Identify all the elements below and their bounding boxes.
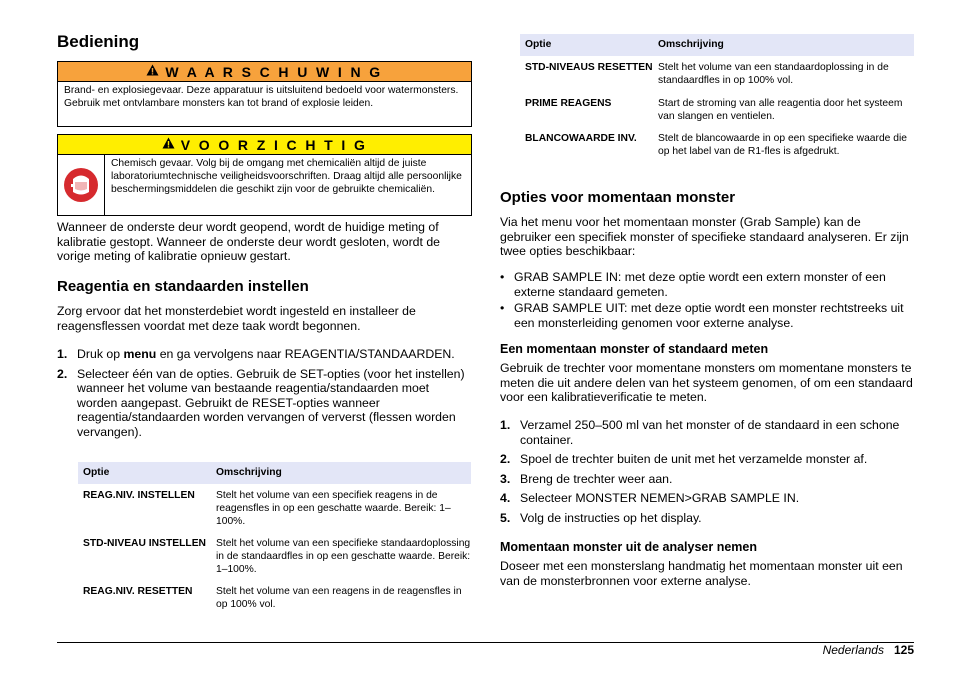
reagent-steps: [57, 347, 472, 445]
caution-text: Chemisch gevaar. Volg bij de omgang met chemicaliën altijd de juiste laboratoriumtechnische veiligheidsvoorschriften. Draag altijd alle persoonlijke beschermingsmiddelen die geschikt zijn voor de gebruikte chemicaliën.: [111, 158, 462, 195]
table-row: STD-NIVEAU INSTELLEN Stelt het volume van een specifieke standaardoplossing in de standaardfles in op een geschatte waarde. Bereik: 1–100%.: [83, 538, 471, 575]
subsection-text-measure: Gebruik de trechter voor momentane monsters om momentane monsters te meten die uit andere delen van het systeem genomen, of om een standaard voor een kalibratieverificatie te meten.: [500, 361, 913, 405]
subsection-title-measure: Een momentaan monster of standaard meten: [500, 342, 769, 356]
table-row: PRIME REAGENS Start de stroming van alle reagentia door het systeem van slangen en ventielen.: [525, 98, 903, 122]
list-item: 2. Selecteer één van de opties. Gebruik de SET-opties (voor het instellen) wanneer het volume van bestaande reagentia/standaarden moet worden aangepast. Gebruikt de RESET-opties wanneer reagentia/standaarden worden vervangen of ververst (flessen worden vervangen).: [57, 366, 465, 439]
options-table-left: [78, 462, 471, 616]
section-text-reagents: Zorg ervoor dat het monsterdebiet wordt ingesteld en installeer de reagensflessen voordat met deze taak wordt begonnen.: [57, 304, 416, 333]
list-item: 5. Volg de instructies op het display.: [500, 510, 702, 525]
warning-triangle-icon: [162, 137, 175, 152]
section-title-reagents: Reagentia en standaarden instellen: [57, 278, 309, 295]
warning-box: [57, 61, 472, 127]
menu-key-label: menu: [123, 347, 157, 361]
table-row: REAG.NIV. INSTELLEN Stelt het volume van een specifiek reagens in de reagensfles in op een geschatte waarde. Bereik: 1–100%.: [83, 490, 451, 527]
table-row: STD-NIVEAUS RESETTEN Stelt het volume van een standaardoplossing in de standaardfles in op 100% vol.: [525, 62, 889, 86]
footer-language: Nederlands: [822, 643, 884, 657]
page-footer: [823, 643, 914, 657]
face-shield-icon: [58, 155, 105, 215]
bullet: •: [500, 270, 505, 284]
grab-options-list: [500, 270, 914, 332]
warning-text: Brand- en explosiegevaar. Deze apparatuur is uitsluitend bedoeld voor watermonsters. Gebruik met ontvlambare monsters kan tot brand of explosie leiden.: [64, 85, 459, 109]
table-row: REAG.NIV. RESETTEN Stelt het volume van een reagens in de reagensfles in op 100% vol.: [83, 586, 462, 610]
list-item: 1. Verzamel 250–500 ml van het monster of de standaard in een schone container.: [500, 418, 900, 447]
caution-bar: [58, 135, 471, 155]
footer-rule: [57, 642, 914, 643]
measure-steps: [500, 418, 914, 531]
options-table-right: [520, 34, 914, 173]
table-header: Optie Omschrijving: [78, 462, 471, 484]
section-title-grab: Opties voor momentaan monster: [500, 189, 736, 206]
list-item: 3. Breng de trechter weer aan.: [500, 471, 673, 486]
caution-label: V O O R Z I C H T I G: [180, 136, 368, 153]
section-text-grab: Via het menu voor het momentaan monster (Grab Sample) kan de gebruiker een specifiek monster of specifieke standaard analyseren. Er zijn twee opties beschikbaar:: [500, 215, 909, 259]
table-header: Optie Omschrijving: [520, 34, 914, 56]
subsection-title-analyser: Momentaan monster uit de analyser nemen: [500, 540, 758, 554]
warning-bar: [58, 62, 471, 82]
list-item: 2. Spoel de trechter buiten de unit met het verzamelde monster af.: [500, 452, 868, 467]
caution-box: [57, 134, 472, 216]
list-item: • GRAB SAMPLE IN: met deze optie wordt een extern monster of een externe standaard gemeten.: [500, 270, 886, 299]
list-item: • GRAB SAMPLE UIT: met deze optie wordt een monster rechtstreeks uit een monsterleiding genomen voor externe analyse.: [500, 301, 904, 330]
list-item: 1. Druk op menu en ga vervolgens naar REAGENTIA/STANDAARDEN.: [57, 347, 455, 361]
list-item: 4. Selecteer MONSTER NEMEN>GRAB SAMPLE IN.: [500, 491, 800, 506]
warning-triangle-icon: [146, 64, 159, 79]
page-title: Bediening: [57, 32, 140, 51]
subsection-text-analyser: Doseer met een monsterslang handmatig het momentaan monster uit een van de monsterbronnen voor externe analyse.: [500, 559, 903, 588]
bullet: •: [500, 301, 505, 316]
page-number: 125: [893, 643, 914, 657]
table-row: BLANCOWAARDE INV. Stelt de blancowaarde in op een specifieke waarde die op het label van de R1-fles is afgedrukt.: [525, 133, 908, 157]
warning-label: W A A R S C H U W I N G: [165, 63, 383, 80]
intro-paragraph: Wanneer de onderste deur wordt geopend, wordt de huidige meting of kalibratie gestopt. Wanneer de onderste deur wordt gesloten, wordt de vorige meting of kalibratie opnieuw gestart.: [57, 220, 441, 264]
